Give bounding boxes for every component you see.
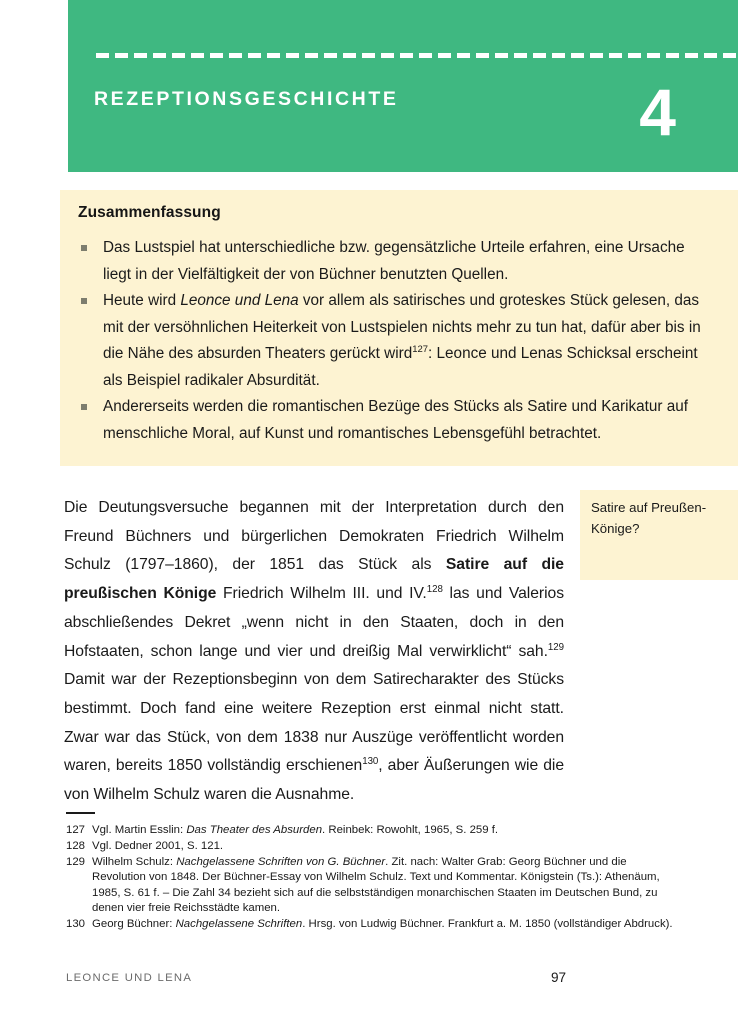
chapter-header-band — [68, 0, 738, 172]
footnote-text: Vgl. Dedner 2001, S. 121. — [92, 839, 224, 852]
running-footer-title: LEONCE UND LENA — [66, 972, 193, 984]
square-bullet-icon — [81, 245, 87, 251]
footnotes-section — [66, 812, 676, 933]
dashed-rule-decoration — [96, 53, 738, 58]
list-item-text: Andererseits werden die romantischen Bezüge des Stücks als Satire und Karikatur auf menschliche Moral, auf Kunst und romantisches Lebensgefühl betrachtet. — [103, 398, 688, 442]
footnote-item — [66, 839, 676, 855]
chapter-title: REZEPTIONSGESCHICHTE — [94, 88, 399, 110]
summary-bullet-list — [76, 235, 714, 447]
list-item-text: Das Lustspiel hat unterschiedliche bzw. gegensätzliche Urteile erfahren, eine Ursache liegt in der Vielfältigkeit der von Büchner benutzten Quellen. — [103, 239, 685, 283]
footnote-number: 130 — [66, 917, 86, 930]
summary-box — [60, 190, 738, 466]
list-item — [76, 394, 714, 447]
footnote-separator-rule — [66, 812, 95, 814]
square-bullet-icon — [81, 298, 87, 304]
footnote-item — [66, 917, 676, 933]
footnote-number: 127 — [66, 824, 86, 837]
footnote-number: 129 — [66, 855, 86, 868]
footnote-item — [66, 855, 676, 917]
summary-heading: Zusammenfassung — [78, 204, 221, 221]
square-bullet-icon — [81, 404, 87, 410]
footnote-number: 128 — [66, 839, 86, 852]
body-paragraph: Die Deutungsversuche begannen mit der Interpretation durch den Freund Büchners und bürgerlichen Demokraten Friedrich Wilhelm Schulz (1797–1860), der 1851 das Stück als Satire auf die preußischen Könige Friedrich Wilhelm III. und IV.$^{128}$ las und Valerios abschließendes Dekret „wenn nicht in den Staaten, doch in den Hofstaaten, schon lange und vier und dreißig Mal verwirklicht“ sah.$^{129}$ Damit war der Rezeptionsbeginn von dem Satirecharakter des Stücks bestimmt. Doch fand eine weitere Rezeption erst einmal nicht statt. Zwar war das Stück, von dem 1838 nur Auszüge veröffentlicht worden waren, bereits 1850 vollständig erschienen$^{130}$, aber Äußerungen wie die von Wilhelm Schulz waren die Ausnahme. — [64, 499, 564, 804]
chapter-number: 4 — [639, 75, 676, 149]
list-item — [76, 235, 714, 288]
footnote-text: Wilhelm Schulz: Nachgelassene Schriften von G. Büchner. Zit. nach: Walter Grab: Georg Büchner und die Revolution von 1848. Der Büchner-Essay von Wilhelm Schulz. Text und Kommentar. Königstein (Ts.): Athenäum, 1985, S. 61 f. – Die Zahl 34 bezieht sich auf die selbstständigen monarchischen Staaten im Deutschen Bund, zu denen vier freie Reichsstädte kamen. — [92, 855, 660, 915]
list-item-text: Heute wird Leonce und Lena vor allem als satirisches und groteskes Stück gelesen, das mit der versöhnlichen Heiterkeit von Lustspielen nichts mehr zu tun hat, dafür aber bis in die Nähe des absurden Theaters gerückt wird$^{127}$: Leonce und Lenas Schicksal erscheint als Beispiel radikaler Absurdität. — [103, 292, 701, 389]
footnote-text: Vgl. Martin Esslin: Das Theater des Absurden. Reinbek: Rowohlt, 1965, S. 259 f. — [92, 824, 499, 837]
footnote-text: Georg Büchner: Nachgelassene Schriften. Hrsg. von Ludwig Büchner. Frankfurt a. M. 1850 (vollständiger Abdruck). — [92, 917, 673, 930]
margin-note: Satire auf Preußen-Könige? — [580, 490, 738, 580]
footnote-item — [66, 823, 676, 839]
page-number: 97 — [551, 970, 567, 985]
list-item — [76, 288, 714, 394]
